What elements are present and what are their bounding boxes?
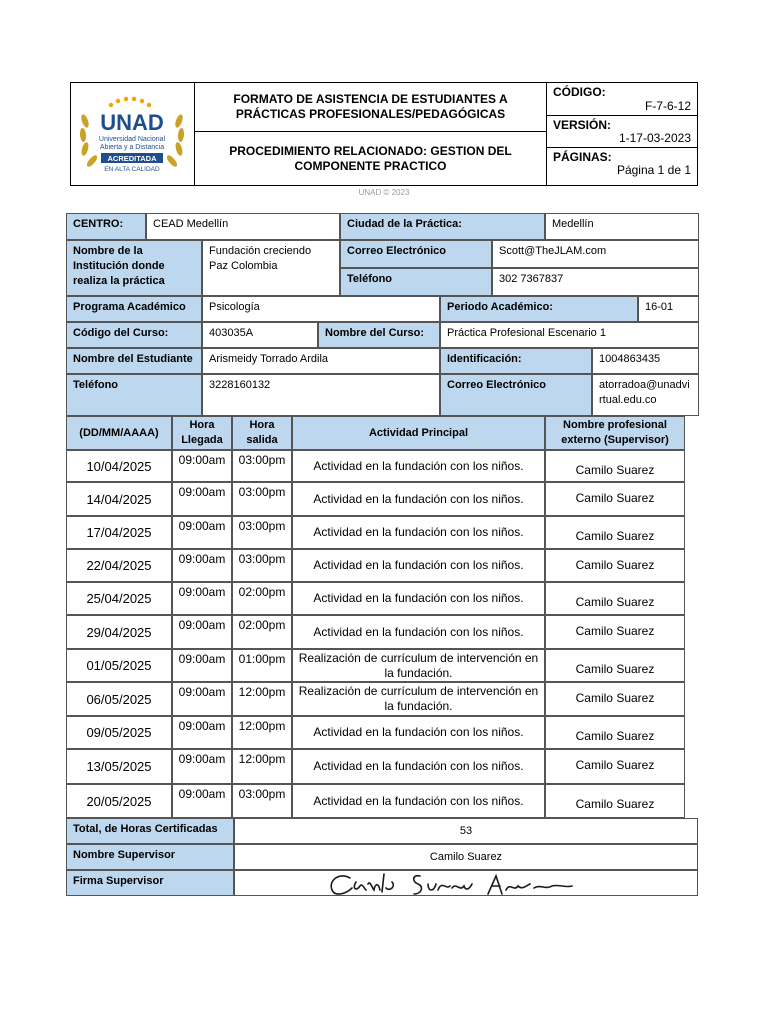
- svg-text:Universidad Nacional: Universidad Nacional: [98, 136, 166, 143]
- identificacion-label: Identificación:: [440, 348, 592, 374]
- col-actividad-header: Actividad Principal: [292, 416, 545, 450]
- svg-text:ACREDITADA: ACREDITADA: [107, 154, 157, 163]
- row-actividad: Actividad en la fundación con los niños.: [292, 482, 545, 516]
- codigo-curso-value: 403035A: [202, 322, 318, 348]
- row-salida: 02:00pm: [232, 582, 292, 615]
- row-fecha: 13/05/2025: [66, 749, 172, 784]
- nombre-supervisor-value: Camilo Suarez: [234, 844, 698, 870]
- row-fecha: 09/05/2025: [66, 716, 172, 749]
- row-supervisor: Camilo Suarez: [545, 482, 685, 516]
- row-supervisor: Camilo Suarez: [545, 749, 685, 784]
- row-actividad: Realización de currículum de intervención en la fundación.: [292, 649, 545, 682]
- copyright-text: UNAD © 2023: [358, 188, 410, 197]
- row-llegada: 09:00am: [172, 749, 232, 784]
- row-llegada: 09:00am: [172, 784, 232, 818]
- correo-inst-value: Scott@TheJLAM.com: [492, 240, 699, 268]
- row-salida: 03:00pm: [232, 516, 292, 549]
- procedure-title: PROCEDIMIENTO RELACIONADO: GESTION DEL COMPONENTE PRACTICO: [195, 132, 547, 185]
- ciudad-label: Ciudad de la Práctica:: [340, 213, 545, 240]
- institucion-label: Nombre de la Institución donde realiza la práctica: [66, 240, 202, 296]
- row-actividad: Actividad en la fundación con los niños.: [292, 784, 545, 818]
- row-actividad: Actividad en la fundación con los niños.: [292, 516, 545, 549]
- document-title: FORMATO DE ASISTENCIA DE ESTUDIANTES A PRÁCTICAS PROFESIONALES/PEDAGÓGICAS: [195, 83, 547, 132]
- row-salida: 03:00pm: [232, 450, 292, 482]
- row-llegada: 09:00am: [172, 516, 232, 549]
- paginas-value: Página 1 de 1: [616, 163, 691, 177]
- col-salida-header: Hora salida: [232, 416, 292, 450]
- identificacion-value: 1004863435: [592, 348, 699, 374]
- codigo-cell: CÓDIGO: F-7-6-12: [547, 83, 697, 116]
- row-salida: 12:00pm: [232, 682, 292, 716]
- row-salida: 01:00pm: [232, 649, 292, 682]
- row-supervisor: Camilo Suarez: [545, 716, 685, 749]
- centro-value: CEAD Medellín: [146, 213, 340, 240]
- nombre-curso-label: Nombre del Curso:: [318, 322, 440, 348]
- row-supervisor: Camilo Suarez: [545, 615, 685, 649]
- col-llegada-header: Hora Llegada: [172, 416, 232, 450]
- telefono-est-label: Teléfono: [66, 374, 202, 416]
- row-llegada: 09:00am: [172, 482, 232, 516]
- row-actividad: Actividad en la fundación con los niños.: [292, 450, 545, 482]
- col-fecha-header: (DD/MM/AAAA): [66, 416, 172, 450]
- row-supervisor: Camilo Suarez: [545, 516, 685, 549]
- row-fecha: 01/05/2025: [66, 649, 172, 682]
- logo-wordmark: UNAD: [100, 110, 164, 135]
- periodo-value: 16-01: [638, 296, 699, 322]
- programa-value: Psicología: [202, 296, 440, 322]
- row-supervisor: Camilo Suarez: [545, 784, 685, 818]
- supervisor-signature: [320, 866, 600, 902]
- row-llegada: 09:00am: [172, 582, 232, 615]
- row-salida: 03:00pm: [232, 784, 292, 818]
- row-supervisor: Camilo Suarez: [545, 682, 685, 716]
- row-llegada: 09:00am: [172, 450, 232, 482]
- row-fecha: 17/04/2025: [66, 516, 172, 549]
- row-actividad: Actividad en la fundación con los niños.: [292, 716, 545, 749]
- total-horas-value: 53: [234, 818, 698, 844]
- correo-est-label: Correo Electrónico: [440, 374, 592, 416]
- row-llegada: 09:00am: [172, 549, 232, 582]
- row-llegada: 09:00am: [172, 615, 232, 649]
- centro-label: CENTRO:: [66, 213, 146, 240]
- firma-supervisor-label: Firma Supervisor: [66, 870, 234, 896]
- telefono-inst-value: 302 7367837: [492, 268, 699, 296]
- correo-est-value: atorradoa@unadvirtual.edu.co: [592, 374, 699, 416]
- unad-logo-graphic: [71, 83, 193, 183]
- row-supervisor: Camilo Suarez: [545, 582, 685, 615]
- ciudad-value: Medellín: [545, 213, 699, 240]
- codigo-value: F-7-6-12: [644, 99, 691, 113]
- estudiante-label: Nombre del Estudiante: [66, 348, 202, 374]
- periodo-label: Periodo Académico:: [440, 296, 638, 322]
- programa-label: Programa Académico: [66, 296, 202, 322]
- row-fecha: 06/05/2025: [66, 682, 172, 716]
- svg-text:Abierta y a Distancia: Abierta y a Distancia: [99, 144, 165, 151]
- row-actividad: Actividad en la fundación con los niños.: [292, 615, 545, 649]
- row-fecha: 29/04/2025: [66, 615, 172, 649]
- row-llegada: 09:00am: [172, 649, 232, 682]
- document-header: [70, 82, 698, 186]
- correo-inst-label: Correo Electrónico: [340, 240, 492, 268]
- row-fecha: 10/04/2025: [66, 450, 172, 482]
- row-supervisor: Camilo Suarez: [545, 549, 685, 582]
- codigo-curso-label: Código del Curso:: [66, 322, 202, 348]
- row-salida: 12:00pm: [232, 716, 292, 749]
- col-supervisor-header: Nombre profesional externo (Supervisor): [545, 416, 685, 450]
- row-actividad: Actividad en la fundación con los niños.: [292, 582, 545, 615]
- row-fecha: 25/04/2025: [66, 582, 172, 615]
- telefono-est-value: 3228160132: [202, 374, 440, 416]
- nombre-supervisor-label: Nombre Supervisor: [66, 844, 234, 870]
- unad-logo: [71, 83, 195, 185]
- row-salida: 03:00pm: [232, 549, 292, 582]
- telefono-inst-label: Teléfono: [340, 268, 492, 296]
- row-actividad: Actividad en la fundación con los niños.: [292, 549, 545, 582]
- svg-text:EN ALTA CALIDAD: EN ALTA CALIDAD: [104, 166, 160, 173]
- row-supervisor: Camilo Suarez: [545, 450, 685, 482]
- row-supervisor: Camilo Suarez: [545, 649, 685, 682]
- row-llegada: 09:00am: [172, 682, 232, 716]
- estudiante-value: Arismeidy Torrado Ardila: [202, 348, 440, 374]
- row-fecha: 14/04/2025: [66, 482, 172, 516]
- row-llegada: 09:00am: [172, 716, 232, 749]
- version-value: 1-17-03-2023: [618, 131, 691, 145]
- row-salida: 02:00pm: [232, 615, 292, 649]
- paginas-cell: PÁGINAS: Página 1 de 1: [553, 150, 691, 177]
- row-fecha: 22/04/2025: [66, 549, 172, 582]
- institucion-value: Fundación creciendo Paz Colombia: [202, 240, 340, 296]
- row-actividad: Realización de currículum de intervención en la fundación.: [292, 682, 545, 716]
- total-horas-label: Total, de Horas Certificadas: [66, 818, 234, 844]
- nombre-curso-value: Práctica Profesional Escenario 1: [440, 322, 699, 348]
- row-salida: 03:00pm: [232, 482, 292, 516]
- row-fecha: 20/05/2025: [66, 784, 172, 818]
- row-salida: 12:00pm: [232, 749, 292, 784]
- version-cell: VERSIÓN: 1-17-03-2023: [547, 116, 697, 148]
- row-actividad: Actividad en la fundación con los niños.: [292, 749, 545, 784]
